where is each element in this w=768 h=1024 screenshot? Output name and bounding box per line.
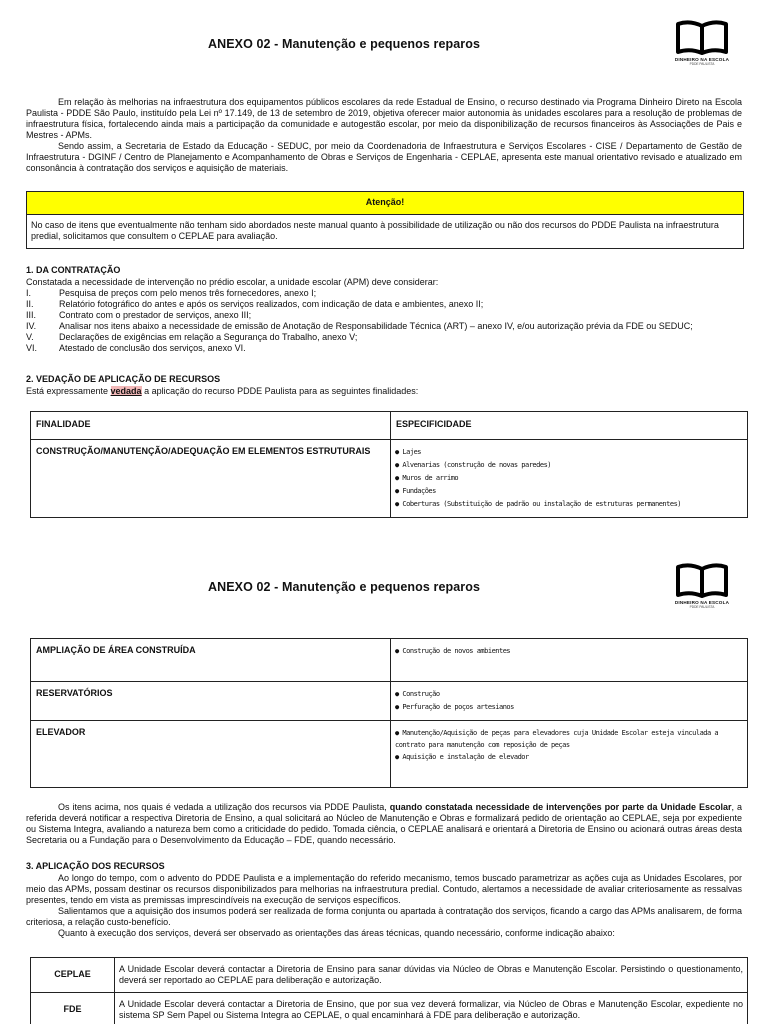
table-row — [31, 721, 748, 788]
finalidade-cell: ELEVADOR — [31, 721, 391, 788]
attention-header: Atenção! — [27, 192, 743, 215]
highlighted-word: vedada — [110, 386, 142, 396]
page-title: ANEXO 02 - Manutenção e pequenos reparos — [207, 37, 481, 51]
intro-paragraph-2: Sendo assim, a Secretaria de Estado da Educação - SEDUC, por meio da Coordenadoria de Infraestrutura e Serviços Escolares - CISE / Departamento de Gestão de Infraestrutura - DGINF / Centro de Planejamento e Acompanhamento de Obras e Serviços de Engenharia - CEPLAE, apresenta este manual orientativo revisado e atualizado em consonância à contratação dos serviços e aquisição de materiais. — [26, 140, 742, 173]
book-icon — [674, 563, 730, 599]
especificidade-cell — [391, 721, 748, 788]
list-item: ● Muros de arrimo — [395, 473, 459, 482]
list-item: VI. Atestado de conclusão dos serviços, anexo VI. — [26, 342, 246, 353]
section-1-list — [26, 277, 742, 354]
table-row — [31, 958, 748, 993]
finalidade-cell: RESERVATÓRIOS — [31, 682, 391, 721]
logo-subtext: PDDE PAULISTA — [689, 61, 715, 66]
vedacao-note: Os itens acima, nos quais é vedada a utilização dos recursos via PDDE Paulista, quando constatada necessidade de intervenções por parte da Unidade Escolar, a referida deverá notificar a respectiva Diretoria de Ensino, a qual solicitará ao Núcleo de Manutenção e Obras e formalizará pedido de orientação ao CEPLAE, seja por expediente ou Sistema Integra, avaliando a natureza bem como a criticidade do pedido. Tomada ciência, o CEPLAE analisará e orientará a Diretoria de Ensino ou acionará outras áreas desta Secretaria ou a Fundação para o Desenvolvimento da Educação – FDE, quando necessário. — [26, 802, 742, 845]
section-3-body — [26, 873, 742, 939]
intro — [26, 97, 742, 174]
logo-text: DINHEIRO NA ESCOLA — [674, 57, 730, 62]
finalidade-cell: CONSTRUÇÃO/MANUTENÇÃO/ADEQUAÇÃO EM ELEMENTOS ESTRUTURAIS — [31, 439, 391, 517]
table-header-row — [31, 412, 748, 440]
desc-cell: A Unidade Escolar deverá contactar a Diretoria de Ensino para sanar dúvidas via Núcleo de Obras e Manutenção Escolar. Persistindo o questionamento, deverá ser reportado ao CEPLAE para deliberação e autorização. — [115, 958, 748, 993]
logo-text: DINHEIRO NA ESCOLA — [674, 600, 730, 605]
list-item: IV. Analisar nos itens abaixo a necessidade de emissão de Anotação de Responsabilidade Técnica (ART) – anexo IV, e/ou autorização prévia da FDE ou SEDUC; — [26, 320, 693, 331]
column-header-especificidade: ESPECIFICIDADE — [391, 412, 748, 440]
org-cell: FDE — [31, 992, 115, 1024]
finalidade-cell: AMPLIAÇÃO DE ÁREA CONSTRUÍDA — [31, 639, 391, 682]
especificidade-cell — [391, 439, 748, 517]
logo — [672, 563, 732, 610]
page-2 — [0, 540, 768, 1024]
column-header-finalidade: FINALIDADE — [31, 412, 391, 440]
section-3-title: 3. APLICAÇÃO DOS RECURSOS — [26, 861, 165, 871]
list-item: I. Pesquisa de preços com pelo menos três fornecedores, anexo I; — [26, 287, 317, 298]
table-row — [31, 992, 748, 1024]
list-item: ● Lajes — [395, 447, 422, 456]
finalidade-table-continued — [30, 638, 748, 788]
area-tecnica-table — [30, 957, 748, 1024]
attention-box — [26, 191, 744, 249]
table-row — [31, 439, 748, 517]
page-title: ANEXO 02 - Manutenção e pequenos reparos — [207, 580, 481, 594]
especificidade-cell — [391, 682, 748, 721]
list-item: ● Coberturas (Substituição de padrão ou instalação de estruturas permanentes) — [395, 499, 682, 508]
section-1-lead: Constatada a necessidade de intervenção no prédio escolar, a unidade escolar (APM) deve considerar: — [26, 277, 439, 287]
table-row — [31, 682, 748, 721]
org-cell: CEPLAE — [31, 958, 115, 993]
intro-paragraph-1: Em relação às melhorias na infraestrutura dos equipamentos públicos escolares da rede Estadual de Ensino, o recurso destinado via Programa Dinheiro Direto na Escola Paulista - PDDE São Paulo, instituído pela Lei nº 17.149, de 13 de setembro de 2019, objetiva oferecer maior autonomia às unidades escolares para a resolução de problemas de infraestrutura física, fortalecendo ainda mais a participação da comunidade e autogestão escolar, por meio da disponibilização de recursos financeiros às Associações de Pais e Mestres - APMs. — [26, 97, 742, 140]
section-2-title: 2. VEDAÇÃO DE APLICAÇÃO DE RECURSOS — [26, 374, 221, 384]
section-3-paragraph-1: Ao longo do tempo, com o advento do PDDE Paulista e a implementação do referido mecanismo, temos buscado parametrizar as ações cuja as Unidades Escolares, por meio das APMs, possam destinar os recursos disponibilizados para melhorias na infraestrutura predial. Contudo, alertamos a necessidade de avaliar criteriosamente as ressalvas presentes, tendo em vista as premissas imprescindíveis na execução de serviços específicos. — [26, 873, 742, 905]
list-item: III. Contrato com o prestador de serviços, anexo III; — [26, 309, 252, 320]
attention-body: No caso de itens que eventualmente não tenham sido abordados neste manual quanto à possibilidade de utilização ou não dos recursos do PDDE Paulista na infraestrutura predial, solicitamos que consultem o CEPLAE para avaliação. — [31, 219, 719, 241]
logo — [672, 20, 732, 67]
list-item: ● Construção de novos ambientes — [395, 647, 511, 655]
list-item: ● Aquisição e instalação de elevador — [395, 753, 529, 761]
list-item: ● Construção — [395, 690, 440, 698]
list-item: V. Declarações de exigências em relação a Segurança do Trabalho, anexo V; — [26, 331, 358, 342]
section-3-paragraph-3: Quanto à execução dos serviços, deverá ser observado as orientações das áreas técnicas, quando necessário, conforme indicação abaixo: — [58, 927, 615, 938]
list-item: ● Manutenção/Aquisição de peças para elevadores cuja Unidade Escolar esteja vinculada a contrato para manutenção com reposição de peças — [395, 729, 719, 749]
list-item: ● Fundações — [395, 486, 436, 495]
list-item: ● Alvenarias (construção de novas paredes) — [395, 460, 552, 469]
especificidade-cell — [391, 639, 748, 682]
section-2-lead: Está expressamente vedada a aplicação do recurso PDDE Paulista para as seguintes finalidades: — [26, 386, 419, 396]
section-3-paragraph-2: Salientamos que a aquisição dos insumos poderá ser realizada de forma conjunta ou apartada à contratação dos serviços, ficando a cargo das APMs analisarem, de forma criteriosa, a relação custo-benefício. — [26, 905, 742, 927]
book-icon — [674, 20, 730, 56]
section-1-title: 1. DA CONTRATAÇÃO — [26, 265, 121, 275]
list-item: ● Perfuração de poços artesianos — [395, 703, 514, 711]
finalidade-table — [30, 411, 748, 518]
list-item: II. Relatório fotográfico do antes e após os serviços realizados, com indicação de data e ambientes, anexo II; — [26, 298, 484, 309]
desc-cell: A Unidade Escolar deverá contactar a Diretoria de Ensino, que por sua vez deverá formalizar, via Núcleo de Obras e Manutenção Escolar, expediente no sistema SP Sem Papel ou Sistema Integra ao CEPLAE, o qual encaminhará à FDE para deliberação e autorização. — [115, 992, 748, 1024]
logo-subtext: PDDE PAULISTA — [689, 604, 715, 609]
table-row — [31, 639, 748, 682]
